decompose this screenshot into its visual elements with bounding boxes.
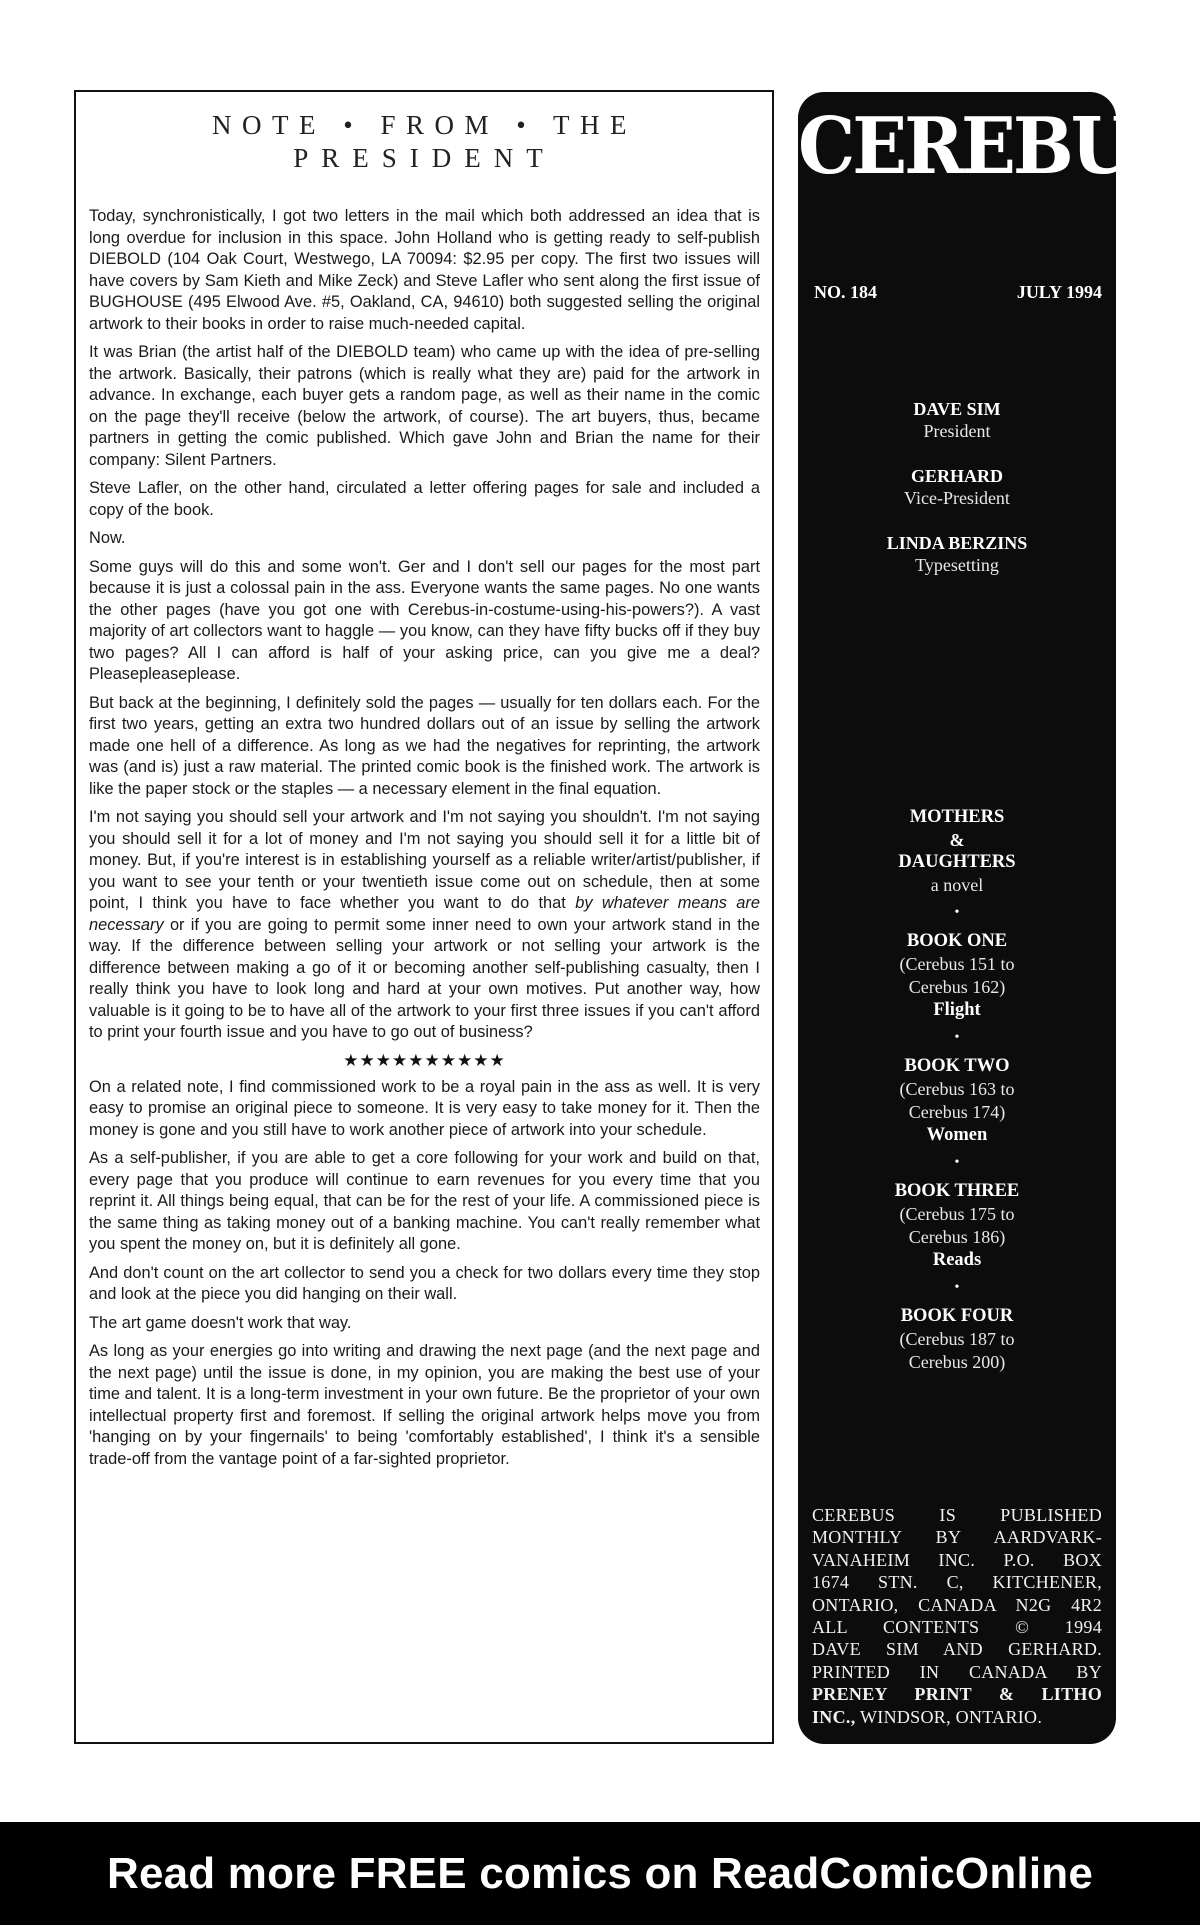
bullet-separator: • <box>954 1155 960 1170</box>
letter-paragraph: Now. <box>89 529 126 547</box>
letter-paragraph: As long as your energies go into writing and drawing the next page (and the next page and the next page) until the issue is done, in my opinion, you are making the best use of your time and talent. It is a long-term investment in your own future. Be the proprietor of your own intellectual property first and foremost. If selling the original artwork helps move you from 'hanging on by your fingernails' to being 'comfortably established', I think it's a sensible trade-off from the vantage point of a far-sighted proprietor. <box>89 1342 760 1468</box>
printer-name-suffix: INC., <box>812 1706 856 1727</box>
letter-paragraph: Today, synchronistically, I got two letters in the mail which both addressed an idea that is long overdue for inclusion in this space. John Holland who is getting ready to self-publish DIEBOLD (104 Oak Court, Westwego, LA 70094: $2.95 per copy. The first two issues will have covers by Sam Kieth and Mike Zeck) and Steve Lafler who sent along the first issue of BUGHOUSE (495 Elwood Ave. #5, Oakland, CA, 94610) both suggested selling the original artwork to their books in order to raise much-needed capital. <box>89 207 760 333</box>
masthead-sidebar <box>798 92 1180 1744</box>
book-range: Cerebus 162) <box>908 977 1006 997</box>
book-title: BOOK TWO <box>904 1056 1010 1076</box>
staff-role: Vice-President <box>904 488 1010 508</box>
book-name: Women <box>926 1125 988 1145</box>
bullet-separator: • <box>954 1030 960 1045</box>
letter-text: or if you are going to permit some inner need to own your artwork stand in the way. If the difference between selling your artwork or not selling your artwork is the difference between making a go of it or becoming another self-publishing casualty, then I really think you have to look long and hard at your own motives. Put another way, how valuable is it going to be to have all of the artwork to your first three issues if you can't afford to print your fourth issue and you have to go out of business? <box>89 915 760 1041</box>
book-title: BOOK THREE <box>894 1181 1020 1201</box>
imprint-line: MONTHLY BY AARDVARK- <box>812 1527 1102 1548</box>
letter-body <box>89 206 760 1470</box>
letter-title-line-2: PRESIDENT <box>293 143 556 173</box>
bullet-separator: • <box>954 1280 960 1295</box>
letter-italic-text: by whatever means are necessary <box>89 894 760 934</box>
book-entry <box>798 1055 1116 1147</box>
book-name: Reads <box>932 1250 982 1270</box>
book-entry <box>798 930 1116 1022</box>
section-divider-stars: ★★★★★★★★★★ <box>343 1050 506 1070</box>
letter-paragraph: The art game doesn't work that way. <box>89 1313 352 1332</box>
imprint-line <box>812 1683 1102 1705</box>
note-from-president-box <box>74 90 774 1744</box>
book-range: Cerebus 200) <box>908 1352 1006 1372</box>
promo-banner[interactable]: Read more FREE comics on ReadComicOnline <box>0 1822 1200 1925</box>
letter-paragraph <box>89 807 760 1044</box>
letter-paragraph: But back at the beginning, I definitely sold the pages — usually for ten dollars each. For the first two years, getting an extra two hundred dollars out of an issue by selling the artwork made one hell of a difference. As long as we had the negatives for reprinting, the artwork was (and is) just a raw material. The printed comic book is the finished work. The artwork is like the paper stock or the staples — a necessary element in the final equation. <box>89 693 760 798</box>
imprint-line: 1674 STN. C, KITCHENER, <box>812 1572 1102 1593</box>
imprint-line: ONTARIO, CANADA N2G 4R2 <box>812 1594 1102 1615</box>
imprint-line: DAVE SIM AND GERHARD. <box>812 1639 1102 1660</box>
staff-name: GERHARD <box>910 466 1003 486</box>
letter-paragraph: And don't count on the art collector to send you a check for two dollars every time they stop and look at the piece you did hanging on their wall. <box>89 1263 760 1303</box>
staff-name: LINDA BERZINS <box>886 533 1028 553</box>
book-range: (Cerebus 187 to <box>899 1329 1015 1349</box>
imprint-line: PRINTED IN CANADA BY <box>812 1661 1102 1682</box>
issue-number: NO. 184 <box>814 282 877 302</box>
staff-credits <box>798 398 1116 599</box>
staff-role: Typesetting <box>915 555 999 575</box>
issue-info <box>814 282 1102 303</box>
book-title: BOOK ONE <box>906 931 1008 951</box>
novel-title-daughters: DAUGHTERS <box>898 852 1016 872</box>
staff-name: DAVE SIM <box>913 399 1001 419</box>
bullet-separator: • <box>954 905 960 920</box>
novel-title-ampersand: & <box>949 830 965 850</box>
book-name: Flight <box>933 1000 981 1020</box>
book-entry <box>798 1180 1116 1272</box>
letter-paragraph: As a self-publisher, if you are able to get a core following for your work and build on that, every page that you produce will continue to earn revenues for you every time that you reprint it. All things being equal, that can be for the rest of your life. A commissioned piece is the same thing as taking money out of a banking machine. You can't really remember what you spent the money on, but it is definitely all gone. <box>89 1149 760 1253</box>
letter-paragraph: Steve Lafler, on the other hand, circulated a letter offering pages for sale and included a copy of the book. <box>89 479 760 519</box>
book-range: Cerebus 186) <box>908 1227 1006 1247</box>
book-range: Cerebus 174) <box>908 1102 1006 1122</box>
staff-role: President <box>923 421 991 441</box>
letter-paragraph: On a related note, I find commissioned work to be a royal pain in the ass as well. It is very easy to promise an original piece to someone. It is very easy to take money for it. Then the money is gone and you still have to work another piece of artwork into your schedule. <box>89 1077 760 1139</box>
issue-date: JULY 1994 <box>1016 282 1102 302</box>
printer-location: WINDSOR, ONTARIO. <box>855 1706 1043 1727</box>
imprint-line <box>812 1706 1102 1728</box>
cerebus-logo: CEREBUS <box>798 99 1180 192</box>
novel-subtitle: a novel <box>930 875 984 895</box>
letter-paragraph: Some guys will do this and some won't. Ger and I don't sell our pages for the most part because it is just a colossal pain in the ass. Everyone wants the same pages. No one wants the other pages (have you got one with Cerebus-in-costume-using-his-powers?). A vast majority of art collectors want to haggle — you know, can they have fifty bucks off if they buy two pages? All I can afford is half of your asking price, can you give me a deal? Pleasepleaseplease. <box>89 557 760 683</box>
book-range: (Cerebus 163 to <box>899 1079 1015 1099</box>
book-range: (Cerebus 151 to <box>899 954 1015 974</box>
imprint-line: ALL CONTENTS © 1994 <box>812 1617 1102 1638</box>
letter-title-line-1: NOTE • FROM • THE <box>212 110 637 140</box>
imprint-line: CEREBUS IS PUBLISHED <box>812 1505 1102 1525</box>
book-entry <box>798 1305 1116 1374</box>
book-title: BOOK FOUR <box>900 1306 1014 1326</box>
printer-name: PRENEY PRINT & LITHO <box>812 1684 1102 1705</box>
imprint-line: VANAHEIM INC. P.O. BOX <box>812 1549 1102 1570</box>
letter-text: I'm not saying you should sell your artwork and I'm not saying you shouldn't. I'm not saying you should sell it for a lot of money and I'm not saying you should sell it for a little bit of money. But, if you're interest is in establishing yourself as a reliable writer/artist/publisher, if you want to see your tenth or your twentieth issue come out on schedule, then at some point, I think you have to face whether you want to do that <box>89 808 760 912</box>
publisher-imprint <box>812 1504 1102 1728</box>
novel-contents <box>798 806 1116 1374</box>
novel-title-mothers: MOTHERS <box>909 807 1005 827</box>
book-range: (Cerebus 175 to <box>899 1204 1015 1224</box>
letter-paragraph: It was Brian (the artist half of the DIEBOLD team) who came up with the idea of pre-selling the artwork. Basically, their patrons (which is really what they are) paid for the artwork in advance. In exchange, each buyer gets a random page, as well as their name in the comic on the page they'll receive (below the artwork, of course). The art buyers, thus, became partners in getting the comic published. Which gave John and Brian the name for their company: Silent Partners. <box>89 343 760 469</box>
